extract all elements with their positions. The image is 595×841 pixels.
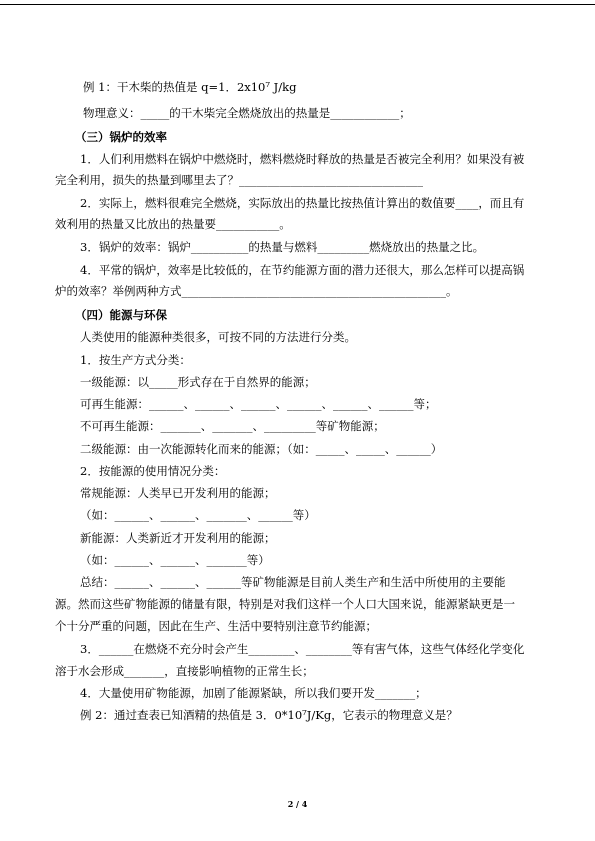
text-line: 完全利用，损失的热量到哪里去了？________________________________: [55, 173, 423, 187]
text-line: 2．实际上，燃料很难完全燃烧，实际放出的热量比按热值计算出的数值要____，而且有: [80, 196, 525, 210]
text-line: 新能源：人类新近才开发利用的能源；: [80, 531, 276, 545]
text-line: 一级能源：以_____形式存在于自然界的能源；: [80, 375, 316, 389]
text-line: 人类使用的能源种类很多，可按不同的方法进行分类。: [80, 330, 356, 344]
text-line: 不可再生能源：_______、_______、_________等矿物能源；: [80, 419, 385, 433]
text-line: 3．______在燃烧不充分时会产生________、________等有害气体，这些气体经化学变化: [80, 642, 525, 656]
section-heading: （三）锅炉的效率: [75, 130, 167, 144]
text-line: 总结：______、______、______等矿物能源是目前人类生产和生活中所使用的主要能: [80, 575, 506, 589]
page-number: 2 / 4: [287, 799, 308, 809]
text-line: 1．按生产方式分类：: [80, 353, 191, 367]
text-line: 炉的效率？举例两种方式______________________________________________。: [55, 284, 458, 298]
text-line: 源。然而这些矿物能源的储量有限，特别是对我们这样一个人口大国来说，能源紧缺更是一: [55, 597, 515, 611]
section-heading: （四）能源与环保: [75, 308, 167, 322]
text-line: 例 1：干木柴的热值是 q=1．2x10⁷ J/kg: [83, 80, 297, 94]
text-line: 2．按能源的使用情况分类：: [80, 464, 226, 478]
text-line: 物理意义：_____的干木柴完全燃烧放出的热量是____________；: [83, 106, 411, 120]
text-line: 个十分严重的问题，因此在生产、生活中要特别注意节约能源；: [55, 619, 377, 633]
text-line: 效利用的热量又比放出的热量要___________。: [55, 217, 291, 231]
text-line: 溶于水会形成_______，直接影响植物的正常生长；: [55, 664, 314, 678]
text-line: （如：______、______、_______、______等）: [80, 508, 316, 522]
text-line: 常规能源：人类早已开发利用的能源；: [80, 486, 276, 500]
text-line: 3．锅炉的效率：锅炉__________的热量与燃料_________燃烧放出的热量之比。: [80, 240, 485, 254]
header-rule: [0, 4, 595, 5]
text-line: 例 2：通过查表已知酒精的热值是 3．0*10⁷J/Kg，它表示的物理意义是？: [80, 708, 458, 722]
text-line: 1．人们利用燃料在锅炉中燃烧时，燃料燃烧时释放的热量是否被完全利用？如果没有被: [80, 152, 525, 166]
text-line: 二级能源：由一次能源转化而来的能源；（如：_____、_____、______）: [80, 442, 443, 456]
text-line: 可再生能源：______、______、______、______、______、______等；: [80, 397, 437, 411]
text-line: 4．平常的锅炉，效率是比较低的，在节约能源方面的潜力还很大，那么怎样可以提高锅: [80, 263, 525, 277]
text-line: 4．大量使用矿物能源，加剧了能源紧缺，所以我们要开发_______；: [80, 686, 427, 700]
text-line: （如：______、______、_______等）: [80, 553, 270, 567]
